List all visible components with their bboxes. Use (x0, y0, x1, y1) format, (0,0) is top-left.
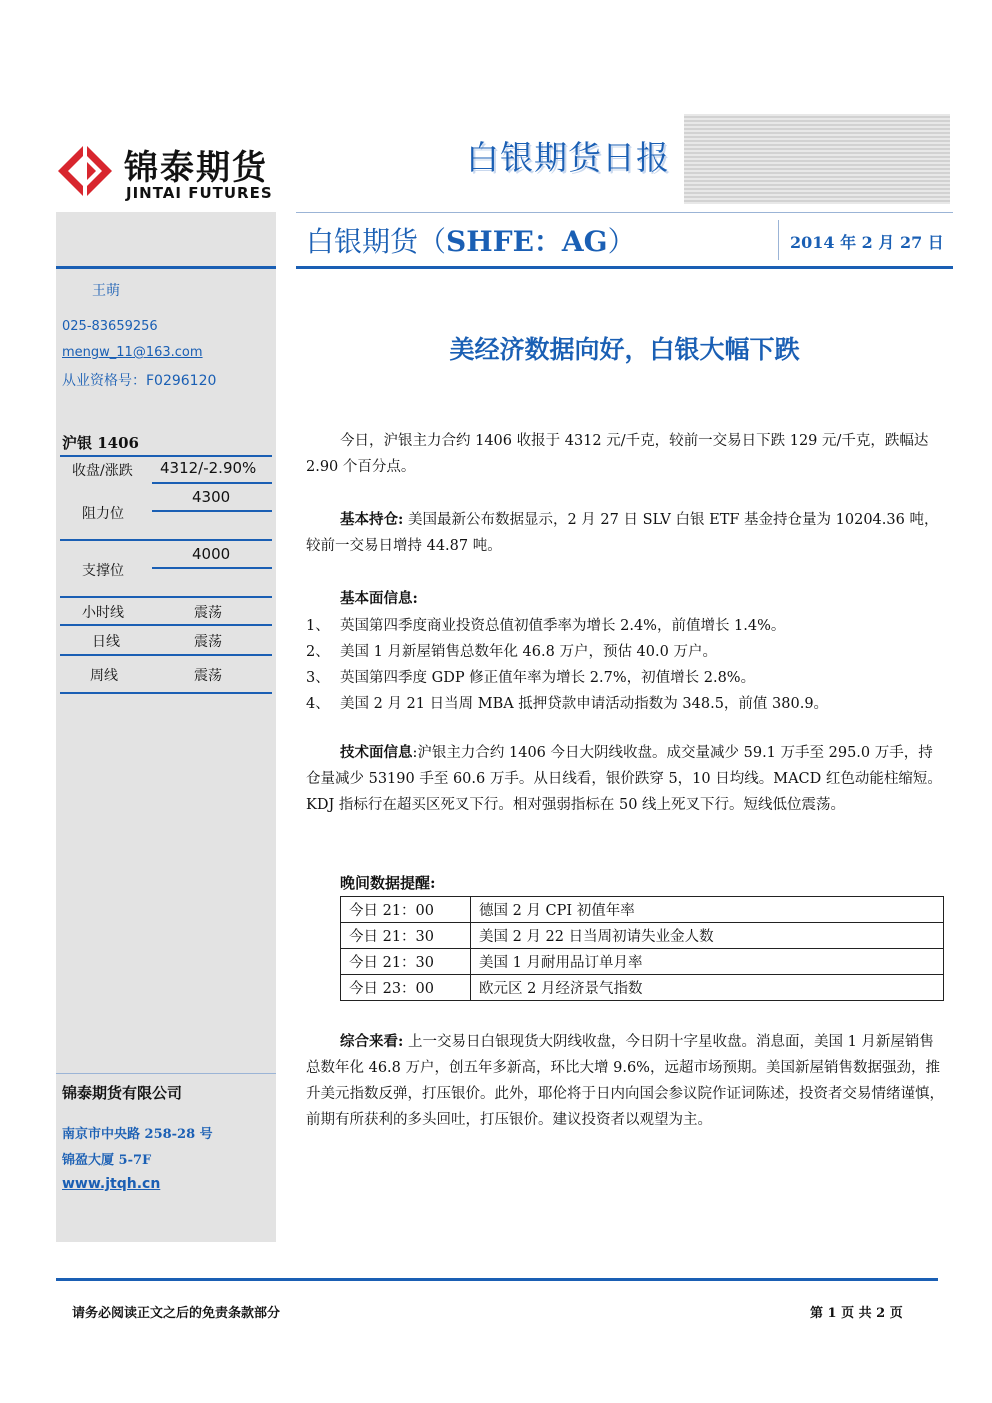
page-number: 第 1 页 共 2 页 (810, 1306, 903, 1321)
quote-rule (152, 482, 272, 484)
weekly-value: 震荡 (194, 668, 222, 684)
company-address-1: 南京市中央路 258-28 号 (62, 1127, 213, 1142)
event-time: 今日 21：00 (341, 897, 471, 923)
holdings-text: 美国最新公布数据显示，2 月 27 日 SLV 白银 ETF 基金持仓量为 10204.36 吨，较前一交易日增持 44.87 吨。 (306, 512, 939, 554)
technical-label: 技术面信息 (340, 744, 413, 761)
list-item (306, 640, 946, 661)
company-address-2: 锦盈大厦 5-7F (62, 1153, 152, 1168)
document-title: 白银期货日报 (466, 138, 670, 177)
list-item (306, 614, 946, 635)
event-time: 今日 23：00 (341, 975, 471, 1001)
quote-rule (152, 510, 272, 512)
list-text: 英国第四季度商业投资总值初值季率为增长 2.4%，前值增长 1.4%。 (340, 618, 786, 634)
resistance-value: 4300 (192, 488, 231, 506)
quote-rule (152, 567, 272, 569)
quote-rule (60, 654, 272, 656)
hourly-value: 震荡 (194, 605, 222, 621)
headline: 美经济数据向好，白银大幅下跌 (449, 335, 800, 364)
event-name: 美国 1 月耐用品订单月率 (471, 949, 944, 975)
quote-title: 沪银 1406 (62, 434, 139, 452)
table-row (341, 975, 944, 1001)
fundamentals-label: 基本面信息: (340, 590, 418, 607)
table-row (341, 949, 944, 975)
list-item (306, 692, 946, 713)
table-row (341, 923, 944, 949)
author-email-link[interactable]: mengw_11@163.com (62, 345, 203, 360)
footer-disclaimer: 请务必阅读正文之后的免责条款部分 (72, 1306, 281, 1321)
product-suffix: ） (607, 225, 636, 258)
list-number: 2、 (306, 644, 330, 660)
footer-rule (56, 1278, 938, 1281)
event-name: 欧元区 2 月经济景气指数 (471, 975, 944, 1001)
summary-paragraph (306, 1029, 946, 1133)
logo-name-cn: 锦泰期货 (124, 148, 268, 188)
evening-data-table (340, 896, 944, 1001)
list-number: 4、 (306, 696, 330, 712)
summary-label: 综合来看: (340, 1033, 404, 1050)
summary-text: 上一交易日白银现货大阴线收盘，今日阴十字星收盘。消息面，美国 1 月新屋销售总数年化 46.8 万户，创五年多新高，环比大增 9.6%，远超市场预期。美国新屋销售数据强劲，推升美元指数反弹，打压银价。此外，耶伦将于日内向国会参议院作证词陈述，投资者交易情绪谨慎，前期有所获利的多头回吐，打压银价。建议投资者以观望为主。 (306, 1034, 944, 1128)
intro-paragraph: 今日，沪银主力合约 1406 收报于 4312 元/千克，较前一交易日下跌 129 元/千克，跌幅达 2.90 个百分点。 (306, 433, 929, 475)
author-phone: 025-83659256 (62, 319, 158, 334)
header-decoration (684, 114, 950, 204)
close-value: 4312/-2.90% (160, 459, 257, 477)
weekly-label: 周线 (90, 668, 118, 684)
event-time: 今日 21：30 (341, 949, 471, 975)
holdings-paragraph (306, 507, 946, 559)
company-rule (56, 1073, 276, 1074)
product-prefix: 白银期货（ (306, 225, 447, 258)
product-title (306, 220, 636, 260)
list-text: 美国 2 月 21 日当周 MBA 抵押贷款申请活动指数为 348.5，前值 380.9。 (340, 696, 829, 712)
product-band-rule (296, 266, 953, 269)
company-name: 锦泰期货有限公司 (62, 1084, 183, 1102)
list-text: 美国 1 月新屋销售总数年化 46.8 万户，预估 40.0 万户。 (340, 644, 717, 660)
hourly-label: 小时线 (82, 605, 124, 621)
support-value: 4000 (192, 545, 231, 563)
evening-data-title: 晚间数据提醒: (340, 874, 436, 892)
daily-label: 日线 (92, 634, 120, 650)
product-code: SHFE：AG (446, 225, 608, 258)
quote-rule (60, 455, 272, 457)
support-label: 支撑位 (82, 563, 124, 579)
author-license: 从业资格号：F0296120 (62, 373, 217, 389)
event-time: 今日 21：30 (341, 923, 471, 949)
list-number: 3、 (306, 670, 330, 686)
holdings-label: 基本持仓: (340, 511, 404, 528)
close-label: 收盘/涨跌 (72, 463, 133, 479)
list-item (306, 666, 946, 687)
quote-rule (60, 624, 272, 626)
daily-value: 震荡 (194, 634, 222, 650)
report-date: 2014 年 2 月 27 日 (790, 233, 944, 252)
resistance-label: 阻力位 (82, 506, 124, 522)
quote-rule (60, 596, 272, 598)
sidebar-top-rule (56, 266, 276, 269)
quote-rule (60, 539, 272, 541)
company-website-link[interactable]: www.jtqh.cn (62, 1176, 161, 1192)
technical-text: :沪银主力合约 1406 今日大阴线收盘。成交量减少 59.1 万手至 295.0 万手，持仓量减少 53190 手至 60.6 万手。从日线看，银价跌穿 5，10 日均线。MACD 红色动能柱缩短。KDJ 指标行在超买区死叉下行。相对强弱指标在 50 线上死叉下行。短线低位震荡。 (306, 745, 942, 813)
jintai-logo-icon (56, 142, 114, 200)
list-number: 1、 (306, 618, 330, 634)
date-divider (778, 220, 779, 260)
logo-name-en: JINTAI FUTURES (126, 184, 273, 202)
technical-paragraph (306, 740, 946, 818)
event-name: 德国 2 月 CPI 初值年率 (471, 897, 944, 923)
table-row (341, 897, 944, 923)
quote-rule (60, 692, 272, 694)
list-text: 英国第四季度 GDP 修正值年率为增长 2.7%，初值增长 2.8%。 (340, 670, 756, 686)
author-name: 王萌 (92, 283, 120, 299)
event-name: 美国 2 月 22 日当周初请失业金人数 (471, 923, 944, 949)
